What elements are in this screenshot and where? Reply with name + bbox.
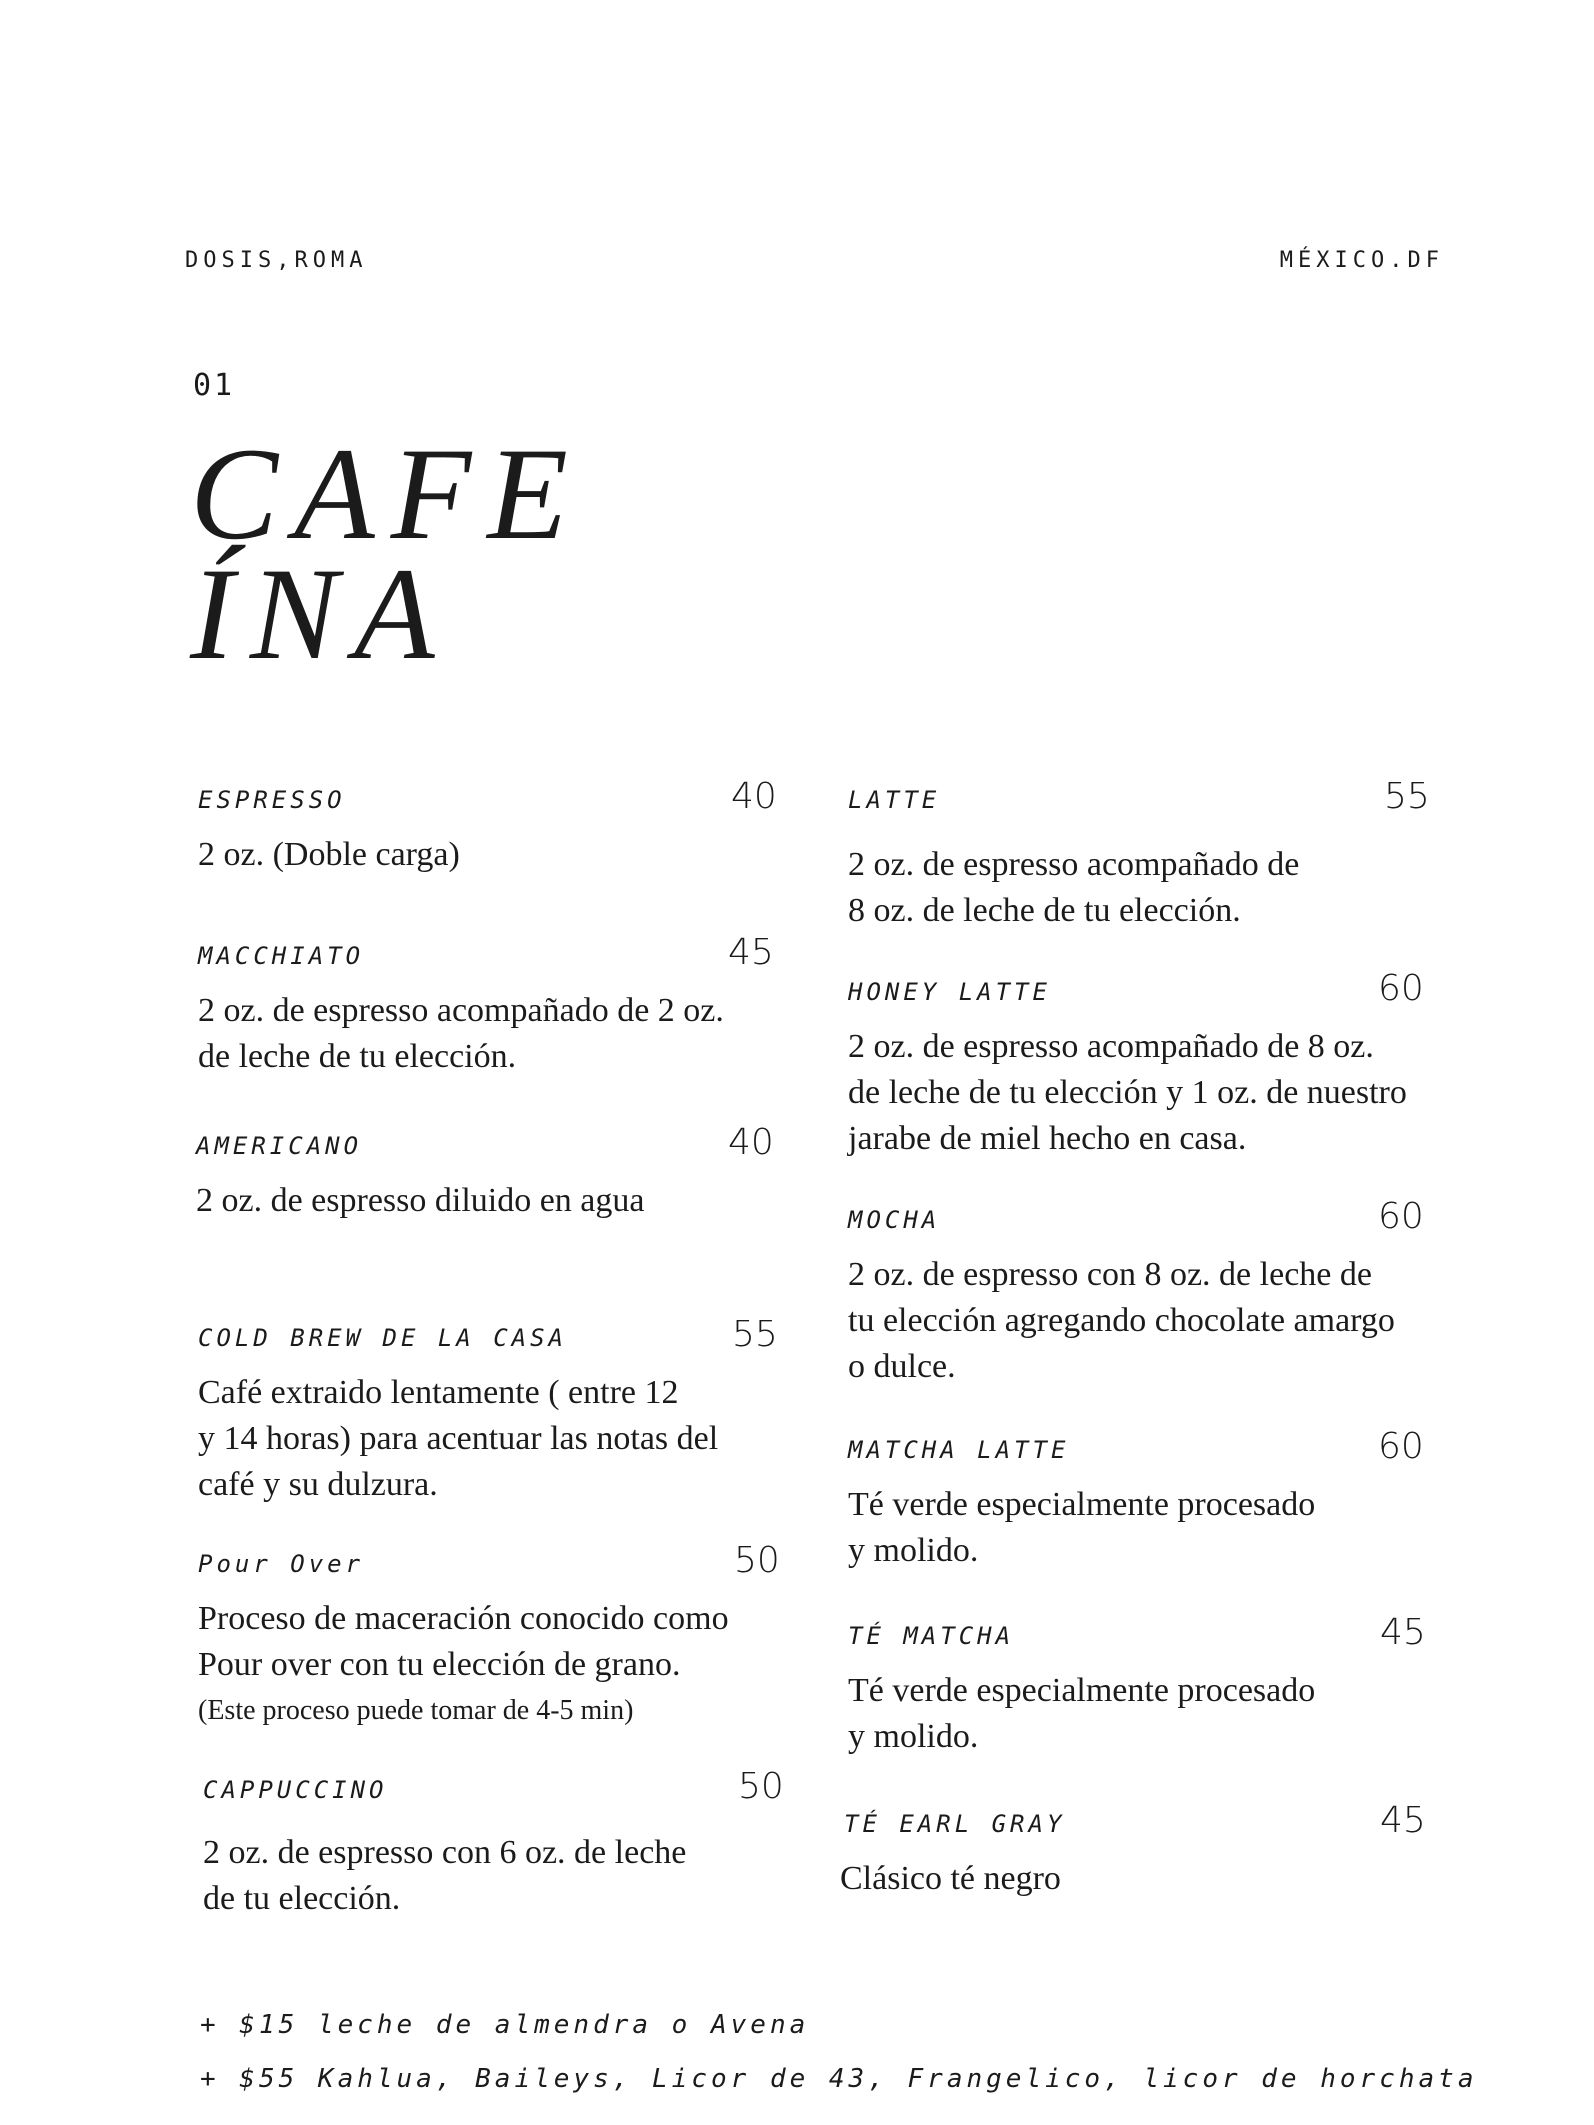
section-number: 01 bbox=[193, 368, 236, 403]
section-title-line1: CAFE bbox=[190, 420, 584, 567]
item-name: CAPPUCCINO bbox=[203, 1776, 388, 1804]
item-name: TÉ MATCHA bbox=[848, 1622, 1015, 1650]
extra-milk-option: + $15 leche de almendra o Avena bbox=[200, 2010, 810, 2040]
item-name: Pour Over bbox=[198, 1550, 365, 1578]
city-name: MÉXICO.DF bbox=[1279, 248, 1444, 273]
item-price: 40 bbox=[731, 776, 777, 817]
item-name: HONEY LATTE bbox=[848, 978, 1051, 1006]
section-title-line2: ÍNA bbox=[190, 540, 451, 687]
item-price: 45 bbox=[728, 932, 774, 973]
item-name: MOCHA bbox=[848, 1206, 941, 1234]
item-price: 40 bbox=[728, 1122, 774, 1163]
item-description: 2 oz. (Doble carga) bbox=[198, 836, 460, 873]
item-description: Proceso de maceración conocido como Pour over con tu elección de grano. (Este proceso puede tomar de 4-5 min) bbox=[198, 1600, 729, 1726]
item-name: MATCHA LATTE bbox=[848, 1436, 1070, 1464]
item-name: ESPRESSO bbox=[198, 786, 346, 814]
item-price: 55 bbox=[1384, 776, 1430, 817]
extra-liquor-option: + $55 Kahlua, Baileys, Licor de 43, Frangelico, licor de horchata bbox=[200, 2064, 1478, 2094]
item-name: MACCHIATO bbox=[198, 942, 365, 970]
item-price: 60 bbox=[1378, 1196, 1424, 1237]
item-description: 2 oz. de espresso con 8 oz. de leche de tu elección agregando chocolate amargo o dulce. bbox=[848, 1256, 1395, 1385]
item-description: 2 oz. de espresso diluido en agua bbox=[196, 1182, 645, 1219]
item-description: 2 oz. de espresso acompañado de 8 oz. de leche de tu elección y 1 oz. de nuestro jarabe de miel hecho en casa. bbox=[848, 1028, 1407, 1157]
item-price: 50 bbox=[738, 1766, 784, 1807]
item-name: AMERICANO bbox=[196, 1132, 363, 1160]
item-description: 2 oz. de espresso acompañado de 8 oz. de leche de tu elección. bbox=[848, 846, 1300, 929]
item-description: Café extraido lentamente ( entre 12 y 14 horas) para acentuar las notas del café y su dulzura. bbox=[198, 1374, 719, 1503]
item-description: 2 oz. de espresso con 6 oz. de leche de tu elección. bbox=[203, 1834, 687, 1917]
item-description: Té verde especialmente procesado y molido. bbox=[848, 1486, 1316, 1569]
item-price: 60 bbox=[1378, 1426, 1424, 1467]
item-name: TÉ EARL GRAY bbox=[844, 1810, 1066, 1838]
item-price: 60 bbox=[1378, 968, 1424, 1009]
item-price: 50 bbox=[734, 1540, 780, 1581]
item-price: 45 bbox=[1380, 1800, 1426, 1841]
item-name: LATTE bbox=[848, 786, 941, 814]
item-description: 2 oz. de espresso acompañado de 2 oz. de leche de tu elección. bbox=[198, 992, 724, 1075]
item-price: 55 bbox=[732, 1314, 778, 1355]
item-name: COLD BREW DE LA CASA bbox=[198, 1324, 567, 1352]
item-description: Clásico té negro bbox=[840, 1860, 1061, 1897]
brand-name: DOSIS,ROMA bbox=[185, 248, 368, 273]
item-price: 45 bbox=[1380, 1612, 1426, 1653]
item-description: Té verde especialmente procesado y molido. bbox=[848, 1672, 1316, 1755]
